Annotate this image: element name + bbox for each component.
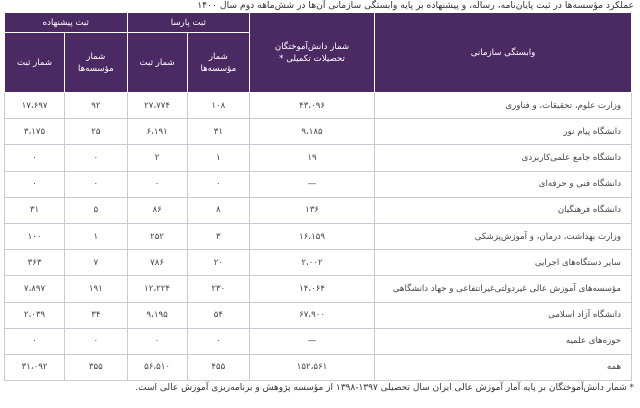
- cell-affiliation: وزارت علوم، تحقیقات، و فناوری: [374, 93, 631, 119]
- table-body: [5, 93, 632, 381]
- cell-affiliation: دانشگاه جامع علمی‌کاربردی: [374, 145, 631, 171]
- cell-proposal-institutions: ۹۲: [65, 93, 127, 119]
- cell-parsa-records: ۲: [127, 145, 187, 171]
- cell-affiliation: دانشگاه فنی و حرفه‌ای: [374, 171, 631, 197]
- cell-students: ۱۵۲،۵۶۱: [250, 354, 375, 380]
- cell-proposal-institutions: ۰: [65, 171, 127, 197]
- cell-proposal-records: ۳۱،۰۹۲: [5, 354, 65, 380]
- cell-parsa-records: ۸۶: [127, 197, 187, 223]
- footnote: * شمار دانش‌آموختگان بر پایه آمار آموزش عالی ایران سال تحصیلی ۱۳۹۷-۱۳۹۸ از مؤسسه پژوهش و برنامه‌ریزی آموزش عالی است.: [135, 383, 634, 393]
- cell-parsa-records: ۶،۱۹۱: [127, 119, 187, 145]
- table-row: [5, 302, 632, 328]
- cell-parsa-institutions: ۰: [187, 171, 249, 197]
- cell-affiliation: سایر دستگاه‌های اجرایی: [374, 250, 631, 276]
- cell-parsa-institutions: ۲۳۰: [187, 276, 249, 302]
- header-parsa-records: شمار ثبت: [127, 33, 187, 93]
- cell-affiliation: دانشگاه پیام نور: [374, 119, 631, 145]
- cell-parsa-records: ۲۷،۷۷۴: [127, 93, 187, 119]
- cell-parsa-institutions: ۱: [187, 145, 249, 171]
- header-proposal-group: ثبت پیشنهاده: [5, 13, 128, 33]
- header-proposal-institutions: شمار مؤسسه‌ها: [65, 33, 127, 93]
- cell-parsa-institutions: ۴۵۵: [187, 354, 249, 380]
- cell-students: ۴۳،۰۹۶: [250, 93, 375, 119]
- cell-proposal-records: ۰: [5, 171, 65, 197]
- cell-students: —: [250, 171, 375, 197]
- cell-affiliation: دانشگاه آزاد اسلامی: [374, 302, 631, 328]
- cell-parsa-records: ۰: [127, 171, 187, 197]
- cell-students: ۲،۰۰۲: [250, 250, 375, 276]
- cell-proposal-institutions: ۵: [65, 197, 127, 223]
- cell-proposal-records: ۳۱: [5, 197, 65, 223]
- cell-students: ۶۷،۹۰۰: [250, 302, 375, 328]
- table-row: [5, 119, 632, 145]
- cell-proposal-records: ۷،۸۹۷: [5, 276, 65, 302]
- cell-affiliation: دانشگاه فرهنگیان: [374, 197, 631, 223]
- cell-proposal-records: ۰: [5, 328, 65, 354]
- cell-proposal-institutions: ۰: [65, 328, 127, 354]
- table-row: [5, 276, 632, 302]
- table-row: [5, 145, 632, 171]
- cell-proposal-records: ۲،۰۳۹: [5, 302, 65, 328]
- cell-parsa-records: ۰: [127, 328, 187, 354]
- table-caption: عملکرد مؤسسه‌ها در ثبت پایان‌نامه، رساله، و پیشنهاده بر پایه وابستگی سازمانی آن‌ها در شش‌ماهه دوم سال ۱۴۰۰: [197, 0, 634, 11]
- cell-affiliation: حوزه‌های علمیه: [374, 328, 631, 354]
- cell-affiliation: همه: [374, 354, 631, 380]
- cell-affiliation: مؤسسه‌های آموزش عالی غیردولتی‌غیرانتفاعی و جهاد دانشگاهی: [374, 276, 631, 302]
- cell-proposal-records: ۳۶۳: [5, 250, 65, 276]
- table-row: [5, 171, 632, 197]
- header-students: شمار دانش‌آموختگان تحصیلات تکمیلی *: [250, 13, 375, 93]
- affiliation-table: [4, 12, 632, 381]
- cell-parsa-records: ۱۲،۲۲۴: [127, 276, 187, 302]
- cell-students: ۱۴،۰۶۴: [250, 276, 375, 302]
- cell-students: ۱۶،۱۵۹: [250, 223, 375, 249]
- cell-parsa-institutions: ۲۰: [187, 250, 249, 276]
- cell-proposal-institutions: ۳۴: [65, 302, 127, 328]
- cell-proposal-institutions: ۳۵۵: [65, 354, 127, 380]
- table-row: [5, 223, 632, 249]
- cell-parsa-institutions: ۱۰۸: [187, 93, 249, 119]
- header-parsa-group: ثبت پارسا: [127, 13, 250, 33]
- cell-proposal-records: ۱۷،۶۹۷: [5, 93, 65, 119]
- cell-affiliation: وزارت بهداشت، درمان، و آموزش‌پزشکی: [374, 223, 631, 249]
- cell-parsa-institutions: ۳۱: [187, 119, 249, 145]
- cell-proposal-records: ۳،۱۷۵: [5, 119, 65, 145]
- table-row: [5, 93, 632, 119]
- cell-proposal-institutions: ۲۵: [65, 119, 127, 145]
- cell-proposal-institutions: ۱: [65, 223, 127, 249]
- header-affiliation: وابستگی سازمانی: [374, 13, 631, 93]
- cell-proposal-institutions: ۷: [65, 250, 127, 276]
- table-row: [5, 197, 632, 223]
- cell-students: —: [250, 328, 375, 354]
- cell-proposal-records: ۰: [5, 145, 65, 171]
- header-parsa-institutions: شمار مؤسسه‌ها: [187, 33, 249, 93]
- cell-parsa-institutions: ۸: [187, 197, 249, 223]
- cell-parsa-records: ۹،۱۹۵: [127, 302, 187, 328]
- cell-students: ۱۳۶: [250, 197, 375, 223]
- cell-proposal-records: ۱۰۰: [5, 223, 65, 249]
- header-proposal-records: شمار ثبت: [5, 33, 65, 93]
- table-row: [5, 250, 632, 276]
- cell-proposal-institutions: ۱۹۱: [65, 276, 127, 302]
- cell-parsa-institutions: ۰: [187, 328, 249, 354]
- cell-parsa-records: ۵۶،۵۱۰: [127, 354, 187, 380]
- cell-parsa-institutions: ۵۴: [187, 302, 249, 328]
- cell-students: ۱۹: [250, 145, 375, 171]
- cell-parsa-institutions: ۳: [187, 223, 249, 249]
- table-row: [5, 354, 632, 380]
- cell-proposal-institutions: ۰: [65, 145, 127, 171]
- cell-parsa-records: ۷۸۶: [127, 250, 187, 276]
- cell-parsa-records: ۲۵۲: [127, 223, 187, 249]
- table-row: [5, 328, 632, 354]
- cell-students: ۹،۱۸۵: [250, 119, 375, 145]
